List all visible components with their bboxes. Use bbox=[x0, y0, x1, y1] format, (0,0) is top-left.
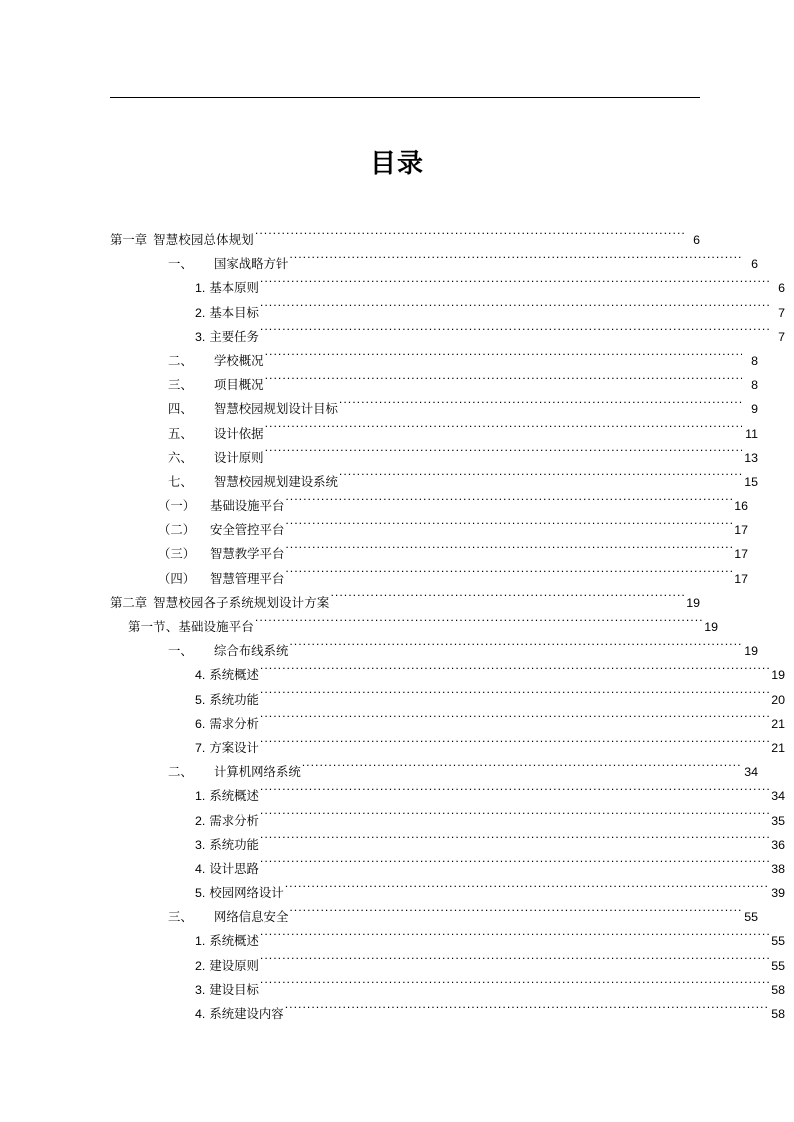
toc-entry-label: 需求分析 bbox=[209, 813, 259, 828]
toc-dot-leader bbox=[260, 957, 769, 969]
toc-entry-label: 设计依据 bbox=[214, 426, 264, 441]
toc-entry-label: 计算机网络系统 bbox=[214, 765, 301, 780]
toc-entry-label: 第一节、基础设施平台 bbox=[128, 620, 254, 634]
toc-entry-label: 网络信息安全 bbox=[214, 910, 289, 925]
toc-entry[interactable] bbox=[110, 639, 758, 663]
toc-entry-page-number: 8 bbox=[751, 353, 758, 368]
toc-dot-leader bbox=[285, 546, 732, 558]
page-title: 目录 bbox=[369, 148, 424, 178]
toc-entry-marker: 2. bbox=[195, 813, 206, 828]
toc-dot-leader bbox=[285, 498, 732, 510]
toc-entry-label: 智慧校园规划建设系统 bbox=[214, 474, 338, 489]
toc-entry[interactable] bbox=[110, 373, 758, 397]
toc-entry-page-number: 13 bbox=[744, 450, 758, 465]
toc-dot-leader bbox=[339, 401, 742, 413]
toc-dot-leader bbox=[260, 836, 769, 848]
toc-entry-marker: 5. bbox=[195, 886, 206, 901]
toc-dot-leader bbox=[260, 715, 769, 727]
toc-entry-marker: （三） bbox=[158, 547, 196, 562]
header-rule-divider bbox=[110, 97, 700, 98]
toc-entry-label: 基本目标 bbox=[209, 305, 259, 320]
toc-entry-marker: 1. bbox=[195, 934, 206, 949]
toc-entry-label: 国家战略方针 bbox=[214, 257, 289, 272]
toc-entry-marker: 3. bbox=[195, 837, 206, 852]
toc-entry-label: 设计思路 bbox=[209, 861, 259, 876]
toc-entry-page-number: 34 bbox=[771, 789, 785, 804]
toc-entry-label: 设计原则 bbox=[214, 450, 264, 465]
toc-entry-page-number: 17 bbox=[734, 571, 748, 586]
toc-dot-leader bbox=[255, 619, 702, 631]
toc-entry-label: 系统概述 bbox=[209, 789, 259, 804]
toc-dot-leader bbox=[265, 449, 742, 461]
toc-entry-label: 系统功能 bbox=[209, 837, 259, 852]
toc-dot-leader bbox=[302, 764, 742, 776]
toc-entry-label: 系统建设内容 bbox=[209, 1007, 284, 1021]
toc-entry-marker: 六、 bbox=[168, 450, 193, 465]
toc-entry-page-number: 6 bbox=[693, 233, 700, 247]
toc-entry-marker: 一、 bbox=[168, 644, 193, 659]
toc-entry[interactable] bbox=[110, 1002, 785, 1026]
table-of-contents bbox=[110, 228, 785, 1026]
toc-entry[interactable] bbox=[110, 712, 785, 736]
toc-entry-label: 智慧管理平台 bbox=[210, 571, 285, 586]
toc-entry[interactable] bbox=[110, 228, 700, 252]
toc-entry-page-number: 21 bbox=[771, 740, 785, 755]
toc-entry[interactable] bbox=[110, 252, 758, 276]
toc-entry-label: 方案设计 bbox=[209, 740, 259, 755]
toc-dot-leader bbox=[285, 885, 769, 897]
toc-entry-marker: 4. bbox=[195, 1007, 206, 1021]
toc-entry[interactable] bbox=[110, 422, 758, 446]
toc-entry-marker: 4. bbox=[195, 668, 206, 683]
toc-dot-leader bbox=[260, 981, 769, 993]
toc-dot-leader bbox=[260, 667, 769, 679]
toc-entry[interactable] bbox=[110, 688, 785, 712]
toc-entry-page-number: 55 bbox=[771, 958, 785, 973]
toc-dot-leader bbox=[260, 933, 769, 945]
toc-entry-page-number: 6 bbox=[778, 281, 785, 296]
toc-entry-label: 项目概况 bbox=[214, 378, 264, 393]
toc-entry-page-number: 19 bbox=[686, 595, 700, 610]
toc-entry-marker: （二） bbox=[158, 523, 196, 538]
toc-entry-label: 智慧教学平台 bbox=[210, 547, 285, 562]
toc-entry-marker: 2. bbox=[195, 958, 206, 973]
toc-entry-label: 需求分析 bbox=[209, 716, 259, 731]
toc-entry[interactable] bbox=[110, 857, 785, 881]
toc-entry[interactable] bbox=[110, 760, 758, 784]
toc-entry-label: 系统概述 bbox=[209, 668, 259, 683]
toc-dot-leader bbox=[330, 594, 684, 606]
toc-entry-page-number: 35 bbox=[771, 813, 785, 828]
toc-entry-label: 学校概况 bbox=[214, 353, 264, 368]
toc-entry[interactable] bbox=[110, 567, 748, 591]
toc-entry[interactable] bbox=[110, 325, 785, 349]
toc-dot-leader bbox=[289, 643, 742, 655]
toc-entry[interactable] bbox=[110, 591, 700, 615]
toc-entry-label: 建设原则 bbox=[209, 958, 259, 973]
toc-entry[interactable] bbox=[110, 470, 758, 494]
toc-entry-marker: 二、 bbox=[168, 353, 193, 368]
toc-entry-page-number: 21 bbox=[771, 716, 785, 731]
toc-dot-leader bbox=[260, 304, 769, 316]
toc-entry[interactable] bbox=[110, 276, 785, 300]
toc-entry[interactable] bbox=[110, 301, 785, 325]
toc-entry-marker: 5. bbox=[195, 692, 206, 707]
toc-entry[interactable] bbox=[110, 881, 785, 905]
toc-dot-leader bbox=[339, 473, 742, 485]
toc-entry-page-number: 19 bbox=[744, 644, 758, 659]
toc-dot-leader bbox=[289, 256, 742, 268]
toc-entry-marker: 第一章 bbox=[110, 233, 148, 247]
toc-dot-leader bbox=[289, 909, 742, 921]
toc-entry-label: 建设目标 bbox=[209, 982, 259, 997]
toc-dot-leader bbox=[285, 522, 732, 534]
toc-entry-page-number: 58 bbox=[771, 1007, 785, 1021]
toc-entry-marker: 6. bbox=[195, 716, 206, 731]
toc-entry-marker: 1. bbox=[195, 281, 206, 296]
toc-entry[interactable] bbox=[110, 518, 748, 542]
toc-entry[interactable] bbox=[110, 663, 785, 687]
toc-dot-leader bbox=[255, 232, 684, 244]
page-header bbox=[110, 60, 700, 98]
toc-entry-page-number: 7 bbox=[778, 305, 785, 320]
toc-entry-page-number: 16 bbox=[734, 499, 748, 514]
toc-dot-leader bbox=[265, 425, 742, 437]
toc-entry-label: 智慧校园规划设计目标 bbox=[214, 402, 338, 417]
toc-entry[interactable] bbox=[110, 446, 758, 470]
toc-entry-page-number: 8 bbox=[751, 378, 758, 393]
toc-dot-leader bbox=[260, 740, 769, 752]
toc-entry-label: 校园网络设计 bbox=[209, 886, 284, 901]
toc-entry-label: 智慧校园总体规划 bbox=[153, 233, 254, 247]
toc-entry-label: 综合布线系统 bbox=[214, 644, 289, 659]
toc-entry-page-number: 58 bbox=[771, 982, 785, 997]
toc-entry-marker: （四） bbox=[158, 571, 196, 586]
toc-dot-leader bbox=[260, 328, 769, 340]
toc-entry-marker: 五、 bbox=[168, 426, 193, 441]
toc-entry[interactable] bbox=[110, 954, 785, 978]
toc-entry-page-number: 9 bbox=[751, 402, 758, 417]
toc-entry[interactable] bbox=[110, 833, 785, 857]
toc-entry-marker: 二、 bbox=[168, 765, 193, 780]
toc-entry-page-number: 15 bbox=[744, 474, 758, 489]
toc-entry-marker: （一） bbox=[158, 499, 196, 514]
toc-entry-page-number: 17 bbox=[734, 547, 748, 562]
toc-entry-page-number: 17 bbox=[734, 523, 748, 538]
toc-dot-leader bbox=[265, 377, 742, 389]
toc-entry-marker: 4. bbox=[195, 861, 206, 876]
toc-dot-leader bbox=[285, 570, 732, 582]
toc-entry-page-number: 7 bbox=[778, 329, 785, 344]
toc-entry[interactable] bbox=[110, 494, 748, 518]
toc-entry-label: 基本原则 bbox=[209, 281, 259, 296]
toc-entry[interactable] bbox=[110, 349, 758, 373]
toc-entry-page-number: 19 bbox=[771, 668, 785, 683]
toc-entry-label: 主要任务 bbox=[209, 329, 259, 344]
toc-entry-page-number: 55 bbox=[771, 934, 785, 949]
toc-entry-page-number: 55 bbox=[744, 910, 758, 925]
toc-entry-page-number: 11 bbox=[745, 426, 758, 441]
toc-entry-marker: 2. bbox=[195, 305, 206, 320]
toc-entry-label: 安全管控平台 bbox=[210, 523, 285, 538]
toc-entry[interactable] bbox=[110, 615, 718, 639]
toc-entry-label: 基础设施平台 bbox=[210, 499, 285, 514]
toc-entry-marker: 3. bbox=[195, 982, 206, 997]
toc-dot-leader bbox=[260, 860, 769, 872]
toc-entry-marker: 七、 bbox=[168, 474, 193, 489]
toc-dot-leader bbox=[265, 353, 742, 365]
toc-entry-page-number: 20 bbox=[771, 692, 785, 707]
toc-entry-label: 智慧校园各子系统规划设计方案 bbox=[153, 595, 330, 610]
toc-entry-marker: 第二章 bbox=[110, 595, 148, 610]
toc-entry[interactable] bbox=[110, 809, 785, 833]
toc-entry-page-number: 39 bbox=[771, 886, 785, 901]
toc-entry-page-number: 36 bbox=[771, 837, 785, 852]
toc-entry-page-number: 38 bbox=[771, 861, 785, 876]
toc-entry-marker: 三、 bbox=[168, 910, 193, 925]
toc-entry-marker: 1. bbox=[195, 789, 206, 804]
toc-entry-page-number: 34 bbox=[744, 765, 758, 780]
toc-entry-marker: 三、 bbox=[168, 378, 193, 393]
toc-dot-leader bbox=[285, 1006, 769, 1018]
toc-entry-marker: 3. bbox=[195, 329, 206, 344]
toc-entry-label: 系统概述 bbox=[209, 934, 259, 949]
toc-entry[interactable] bbox=[110, 929, 785, 953]
toc-entry-label: 系统功能 bbox=[209, 692, 259, 707]
toc-entry-marker: 四、 bbox=[168, 402, 193, 417]
toc-entry[interactable] bbox=[110, 784, 785, 808]
toc-dot-leader bbox=[260, 691, 769, 703]
toc-dot-leader bbox=[260, 812, 769, 824]
toc-entry-marker: 一、 bbox=[168, 257, 193, 272]
toc-entry-page-number: 19 bbox=[704, 620, 718, 634]
toc-entry[interactable] bbox=[110, 736, 785, 760]
toc-dot-leader bbox=[260, 788, 769, 800]
toc-entry[interactable] bbox=[110, 905, 758, 929]
toc-dot-leader bbox=[260, 280, 769, 292]
toc-entry[interactable] bbox=[110, 542, 748, 566]
toc-entry-page-number: 6 bbox=[751, 257, 758, 272]
toc-entry[interactable] bbox=[110, 978, 785, 1002]
toc-entry[interactable] bbox=[110, 397, 758, 421]
toc-entry-marker: 7. bbox=[195, 740, 206, 755]
